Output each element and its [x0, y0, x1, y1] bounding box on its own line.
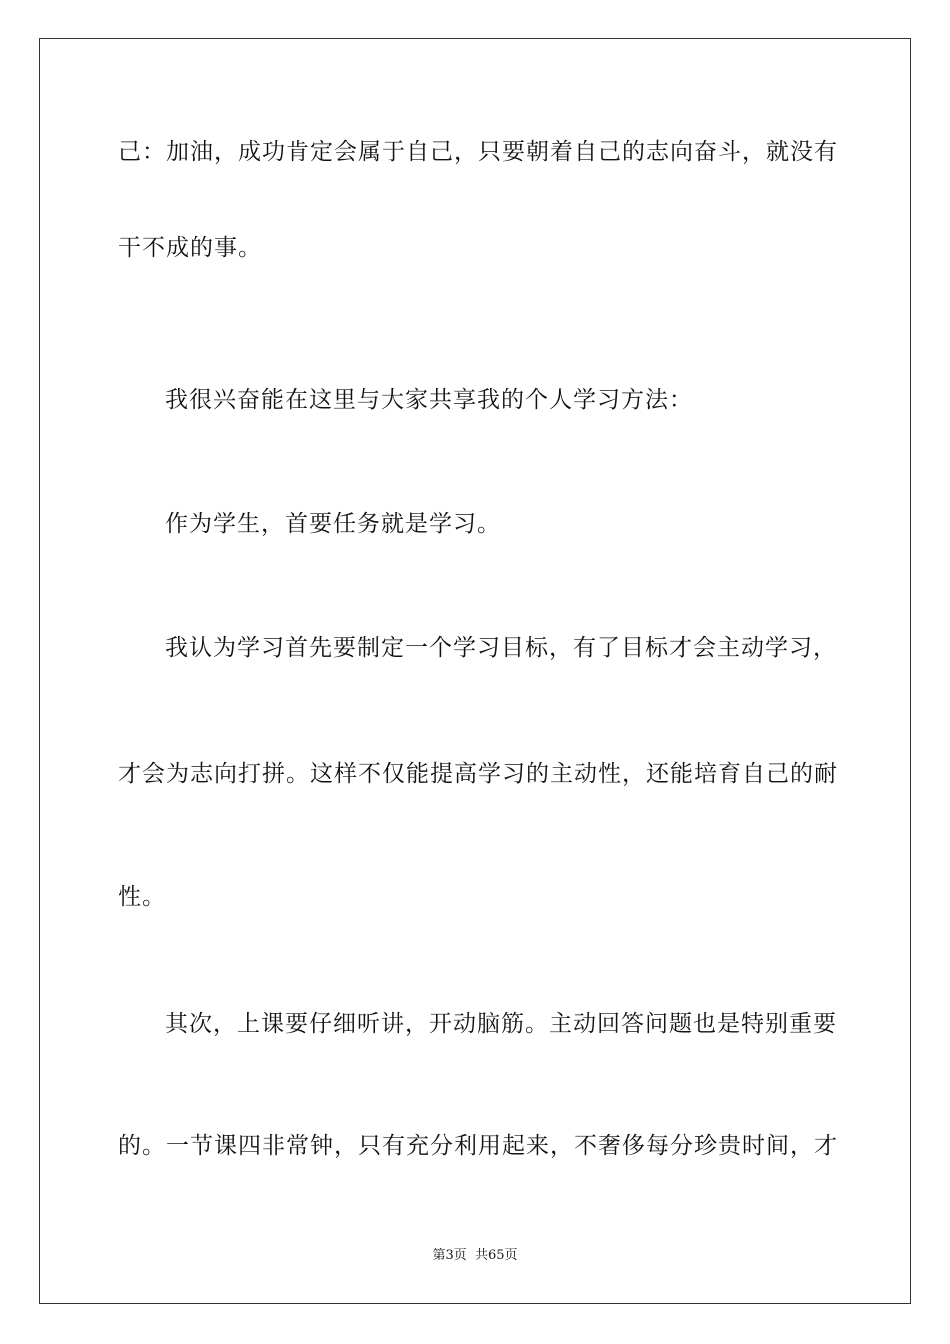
- body-line-4: 作为学生，首要任务就是学习。: [165, 511, 501, 537]
- body-line-9: 的。一节课四非常钟，只有充分利用起来，不奢侈每分珍贵时间，才: [118, 1133, 838, 1159]
- page-footer: [0, 1247, 950, 1265]
- body-line-6: 才会为志向打拼。这样不仅能提高学习的主动性，还能培育自己的耐: [118, 761, 838, 787]
- body-line-7: 性。: [118, 884, 166, 910]
- body-line-5: 我认为学习首先要制定一个学习目标，有了目标才会主动学习，: [165, 635, 837, 661]
- body-line-2: 干不成的事。: [118, 235, 262, 261]
- page-border: [39, 38, 911, 1304]
- page-number: 第3页: [432, 1248, 467, 1263]
- body-line-8: 其次，上课要仔细听讲，开动脑筋。主动回答问题也是特别重要: [165, 1011, 837, 1037]
- body-line-1: 己：加油，成功肯定会属于自己，只要朝着自己的志向奋斗，就没有: [118, 139, 838, 165]
- body-line-3: 我很兴奋能在这里与大家共享我的个人学习方法：: [165, 387, 693, 413]
- page-total: 共65页: [474, 1248, 518, 1263]
